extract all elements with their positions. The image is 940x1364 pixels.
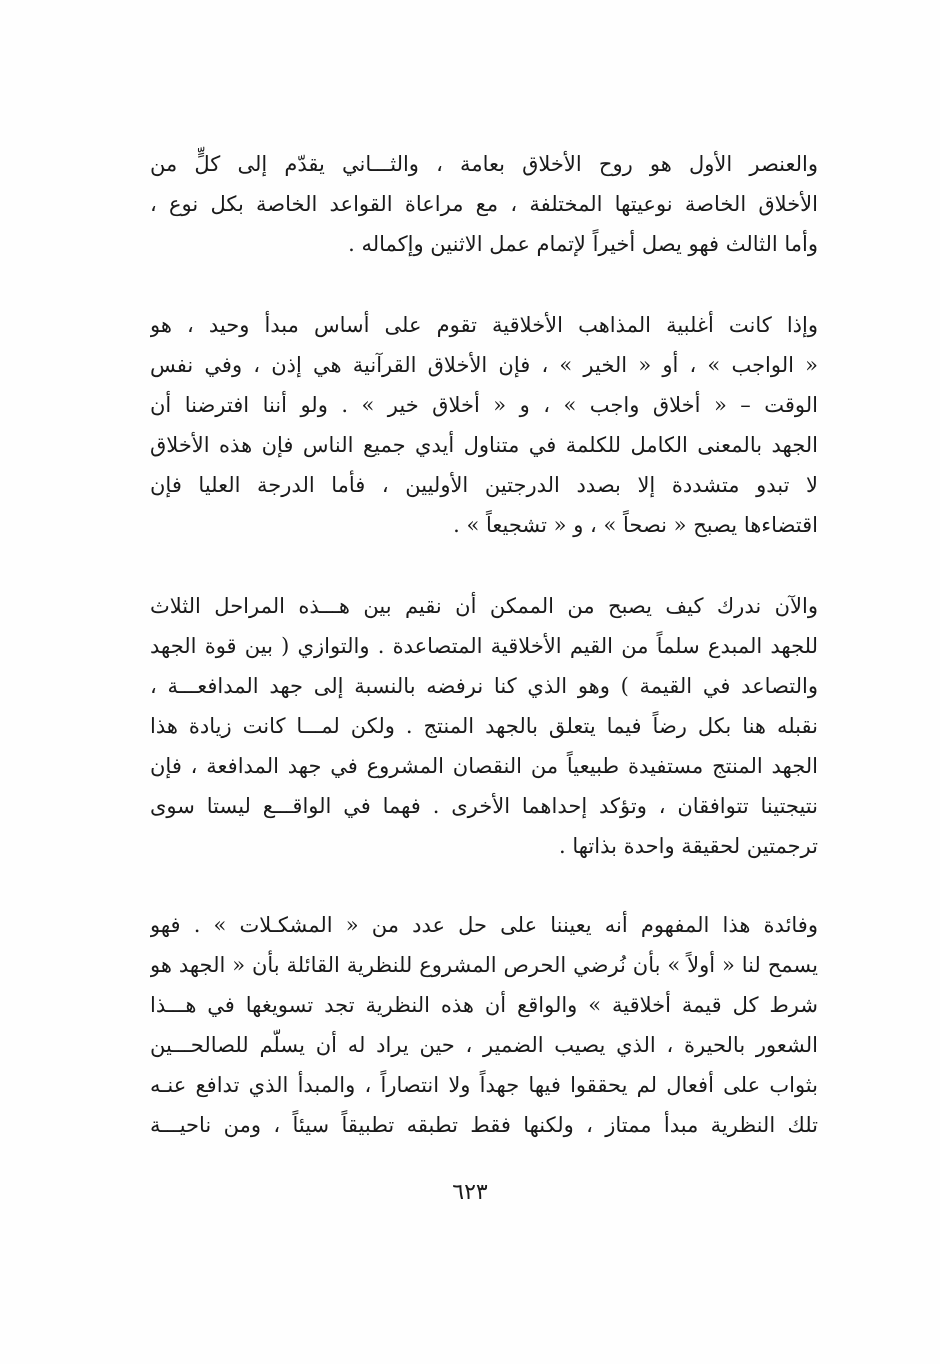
text-line: شرط كل قيمة أخلاقية » والواقع أن هذه النظرية تجد تسويغها في هـــذا bbox=[150, 993, 818, 1017]
text-line: لا تبدو متشددة إلا بصدد الدرجتين الأوليين ، فأما الدرجة العليا فإن bbox=[150, 473, 818, 497]
paragraph-3 bbox=[150, 586, 818, 866]
paragraph-1 bbox=[150, 144, 818, 264]
text-line: اقتضاءها يصبح « نصحاً » ، و « تشجيعاً » . bbox=[453, 513, 818, 537]
text-line: الشعور بالحيرة ، الذي يصيب الضمير ، حين يراد له أن يسلّم للصالحـــين bbox=[150, 1033, 818, 1057]
text-line: يسمح لنا « أولاً » بأن نُرضي الحرص المشروع للنظرية القائلة بأن « الجهد هو bbox=[150, 953, 818, 977]
text-line: « الواجب » ، أو « الخير » ، فإن الأخلاق القرآنية هي إذن ، وفي نفس bbox=[150, 353, 818, 377]
text-line: الوقت – « أخلاق واجب » ، و « أخلاق خير » . ولو أننا افترضنا أن bbox=[150, 393, 818, 417]
text-line: نقبله هنا بكل رضاً فيما يتعلق بالجهد المنتج . ولكن لمـــا كانت زيادة هذا bbox=[150, 714, 818, 738]
text-line: وإذا كانت أغلبية المذاهب الأخلاقية تقوم على أساس مبدأ وحيد ، هو bbox=[150, 313, 818, 337]
text-line: والتصاعد في القيمة ) وهو الذي كنا نرفضه بالنسبة إلى جهد المدافعـــة ، bbox=[150, 674, 818, 698]
text-line: تلك النظرية مبدأ ممتاز ، ولكنها فقط تطبقه تطبيقاً سيئاً ، ومن ناحيـــة bbox=[150, 1113, 818, 1137]
text-line: الجهد بالمعنى الكامل للكلمة في متناول أيدي جميع الناس فإن هذه الأخلاق bbox=[150, 433, 818, 457]
text-line: الجهد المنتج مستفيدة طبيعياً من النقصان المشروع في جهد المدافعة ، فإن bbox=[150, 754, 818, 778]
text-line: نتيجتينا تتوافقان ، وتؤكد إحداهما الأخرى . فهما في الواقـــع ليستا سوى bbox=[150, 794, 818, 818]
text-line: الأخلاق الخاصة نوعيتها المختلفة ، مع مراعاة القواعد الخاصة بكل نوع ، bbox=[150, 192, 818, 216]
paragraph-2 bbox=[150, 305, 818, 545]
text-line: ترجمتين لحقيقة واحدة بذاتها . bbox=[559, 834, 818, 858]
text-line: وفائدة هذا المفهوم أنه يعيننا على حل عدد من « المشكـلات » . فهو bbox=[150, 913, 818, 937]
text-line: والعنصر الأول هو روح الأخلاق بعامة ، والثـــاني يقدّم إلى كلٍّ من bbox=[150, 152, 818, 176]
page-number: ٦٢٣ bbox=[452, 1180, 488, 1205]
text-line: بثواب على أفعال لم يحققوا فيها جهداً ولا انتصاراً ، والمبدأ الذي تدافع عنـه bbox=[150, 1073, 818, 1097]
text-line: للجهد المبدع سلماً من القيم الأخلاقية المتصاعدة . والتوازي ( بين قوة الجهد bbox=[150, 634, 818, 658]
text-line: والآن ندرك كيف يصبح من الممكن أن نقيم بين هـــذه المراحل الثلاث bbox=[150, 594, 818, 618]
text-line: وأما الثالث فهو يصل أخيراً لإتمام عمل الاثنين وإكماله . bbox=[348, 232, 818, 256]
paragraph-4 bbox=[150, 905, 818, 1145]
